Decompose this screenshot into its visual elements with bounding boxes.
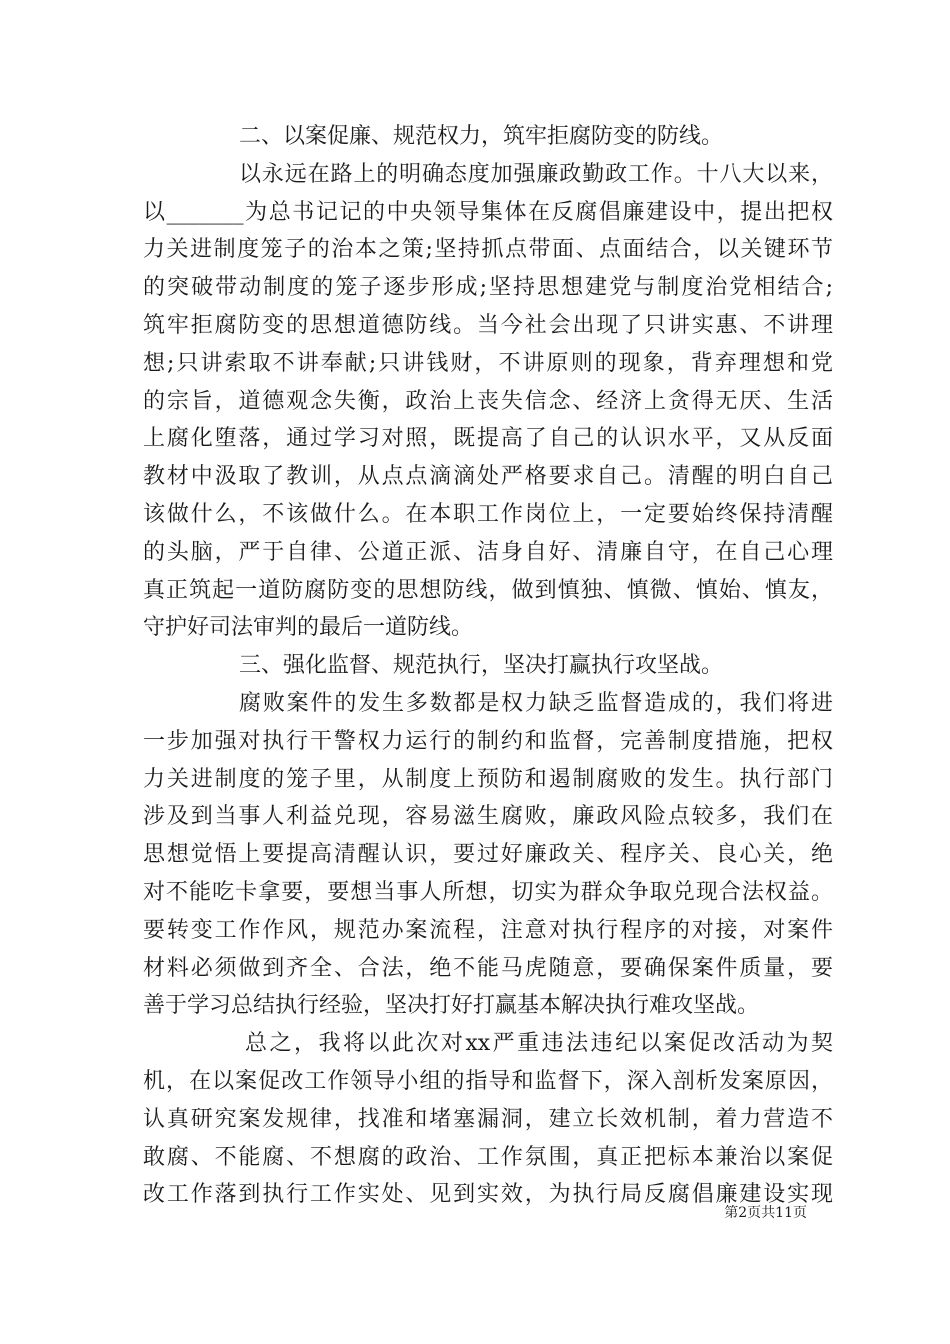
- text-line: 思想觉悟上要提高清醒认识，要过好廉政关、程序关、良心关，绝: [143, 842, 833, 868]
- text-line: 以永远在路上的明确态度加强廉政勤政工作。十八大以来，: [239, 161, 833, 187]
- text-line: 认真研究案发规律，找准和堵塞漏洞，建立长效机制，着力营造不: [143, 1106, 833, 1132]
- text-line: 上腐化堕落，通过学习对照，既提高了自己的认识水平，又从反面: [143, 426, 833, 452]
- text-line: 涉及到当事人利益兑现，容易滋生腐败，廉政风险点较多，我们在: [143, 804, 833, 830]
- text-line: 力关进制度笼子的治本之策;坚持抓点带面、点面结合，以关键环节: [143, 237, 833, 263]
- text-line: 要转变工作作风，规范办案流程，注意对执行程序的对接，对案件: [143, 917, 833, 943]
- text-line: 该做什么，不该做什么。在本职工作岗位上，一定要始终保持清醒: [143, 501, 833, 527]
- text-line: 善于学习总结执行经验，坚决打好打赢基本解决执行难攻坚战。: [143, 993, 760, 1019]
- text-line: 想;只讲索取不讲奉献;只讲钱财，不讲原则的现象，背弃理想和党: [143, 350, 833, 376]
- text-line: 机，在以案促改工作领导小组的指导和监督下，深入剖析发案原因，: [143, 1068, 833, 1094]
- text-line: 力关进制度的笼子里，从制度上预防和遏制腐败的发生。执行部门: [143, 766, 833, 792]
- page-number-footer: 第2页共11页: [724, 1205, 807, 1221]
- section-heading-3: 三、强化监督、规范执行，坚决打赢执行攻坚战。: [239, 653, 724, 679]
- text-line: 腐败案件的发生多数都是权力缺乏监督造成的，我们将进: [239, 690, 833, 716]
- text-line: 一步加强对执行干警权力运行的制约和监督，完善制度措施，把权: [143, 728, 833, 754]
- conclusion-line: 总之，我将以此次对xx严重违法违纪以案促改活动为契: [245, 1031, 833, 1057]
- document-body: [143, 118, 833, 1214]
- text-line: 真正筑起一道防腐防变的思想防线，做到慎独、慎微、慎始、慎友，: [143, 577, 833, 603]
- text-line: 改工作落到执行工作实处、见到实效，为执行局反腐倡廉建设实现: [143, 1182, 833, 1208]
- text-line: 以_______为总书记记的中央领导集体在反腐倡廉建设中，提出把权: [143, 199, 833, 225]
- text-line: 材料必须做到齐全、合法，绝不能马虎随意，要确保案件质量，要: [143, 955, 833, 981]
- text-line: 守护好司法审判的最后一道防线。: [143, 615, 474, 641]
- text-line: 教材中汲取了教训，从点点滴滴处严格要求自己。清醒的明白自己: [143, 464, 833, 490]
- text-line: 敢腐、不能腐、不想腐的政治、工作氛围，真正把标本兼治以案促: [143, 1144, 833, 1170]
- text-line: 的宗旨，道德观念失衡，政治上丧失信念、经济上贪得无厌、生活: [143, 388, 833, 414]
- section-heading-2: 二、以案促廉、规范权力，筑牢拒腐防变的防线。: [239, 124, 724, 149]
- text-line: 的头脑，严于自律、公道正派、洁身自好、清廉自守，在自己心理: [143, 539, 833, 565]
- text-line: 对不能吃卡拿要，要想当事人所想，切实为群众争取兑现合法权益。: [143, 879, 833, 905]
- text-line: 筑牢拒腐防变的思想道德防线。当今社会出现了只讲实惠、不讲理: [143, 312, 833, 338]
- text-line: 的突破带动制度的笼子逐步形成;坚持思想建党与制度治党相结合;: [143, 275, 833, 301]
